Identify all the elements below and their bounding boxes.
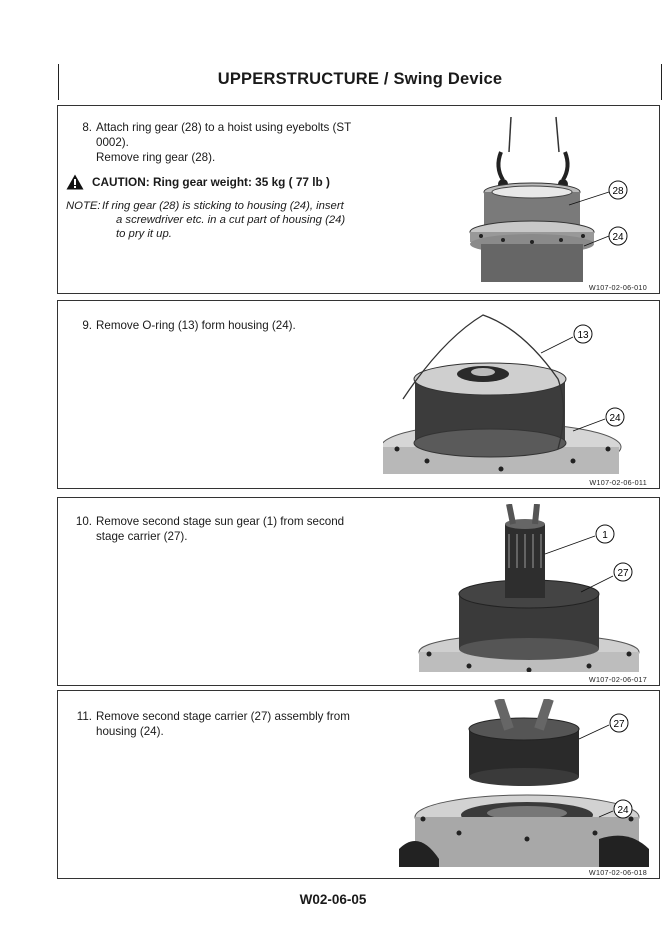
step-9-box (57, 300, 660, 489)
step-8-text (58, 120, 358, 241)
step-9-photo (383, 309, 649, 474)
callout-28: 28 (612, 186, 624, 197)
warning-icon (66, 174, 84, 190)
step-line: housing (24). (96, 725, 164, 738)
section-header (58, 64, 662, 100)
note-line: to pry it up. (116, 228, 172, 240)
note-line: If ring gear (28) is sticking to housing (24), insert (102, 200, 344, 212)
callout-1: 1 (602, 530, 608, 541)
step-line: Remove second stage sun gear (1) from second (96, 515, 345, 528)
page-number: W02-06-05 (299, 892, 367, 907)
callout-24: 24 (617, 805, 629, 816)
step-number: 11. (76, 710, 92, 723)
figure-code: W107-02-06-017 (588, 675, 647, 684)
o-ring-removal-illustration (383, 309, 649, 474)
caution-text: CAUTION: Ring gear weight: 35 kg ( 77 lb ) (92, 174, 330, 189)
figure-code: W107-02-06-010 (588, 283, 647, 292)
step-8-box (57, 105, 660, 294)
carrier-removal-illustration (399, 699, 649, 867)
step-line: Remove second stage carrier (27) assembly from (96, 710, 350, 723)
callout-13: 13 (577, 330, 589, 341)
step-number: 9. (82, 319, 92, 332)
step-line: 0002). (96, 136, 129, 149)
step-11-photo (399, 699, 649, 867)
step-number: 8. (82, 121, 92, 134)
step-11-text (58, 709, 358, 739)
step-line: Remove ring gear (28). (96, 151, 216, 164)
step-line: stage carrier (27). (96, 530, 188, 543)
step-number: 10. (75, 515, 92, 528)
callout-27: 27 (613, 719, 625, 730)
step-10-box (57, 497, 660, 686)
callout-24: 24 (612, 232, 624, 243)
caution (66, 174, 358, 190)
callout-24: 24 (609, 413, 621, 424)
step-line: Attach ring gear (28) to a hoist using eyebolts (ST (96, 121, 352, 134)
note-line: a screwdriver etc. in a cut part of housing (24) (116, 214, 346, 226)
note-label: NOTE: (66, 200, 101, 212)
figure-code: W107-02-06-011 (589, 478, 647, 487)
ring-gear-hoist-illustration (459, 112, 649, 282)
step-11-box (57, 690, 660, 879)
step-10-photo (409, 504, 649, 672)
step-9-text (58, 318, 358, 333)
note (66, 199, 358, 241)
sun-gear-removal-illustration (409, 504, 649, 672)
step-8-photo (459, 112, 649, 282)
callout-27: 27 (617, 568, 629, 579)
page-title: UPPERSTRUCTURE / Swing Device (217, 70, 503, 88)
step-10-text (58, 514, 358, 544)
step-line: Remove O-ring (13) form housing (24). (96, 319, 296, 332)
figure-code: W107-02-06-018 (588, 868, 647, 877)
